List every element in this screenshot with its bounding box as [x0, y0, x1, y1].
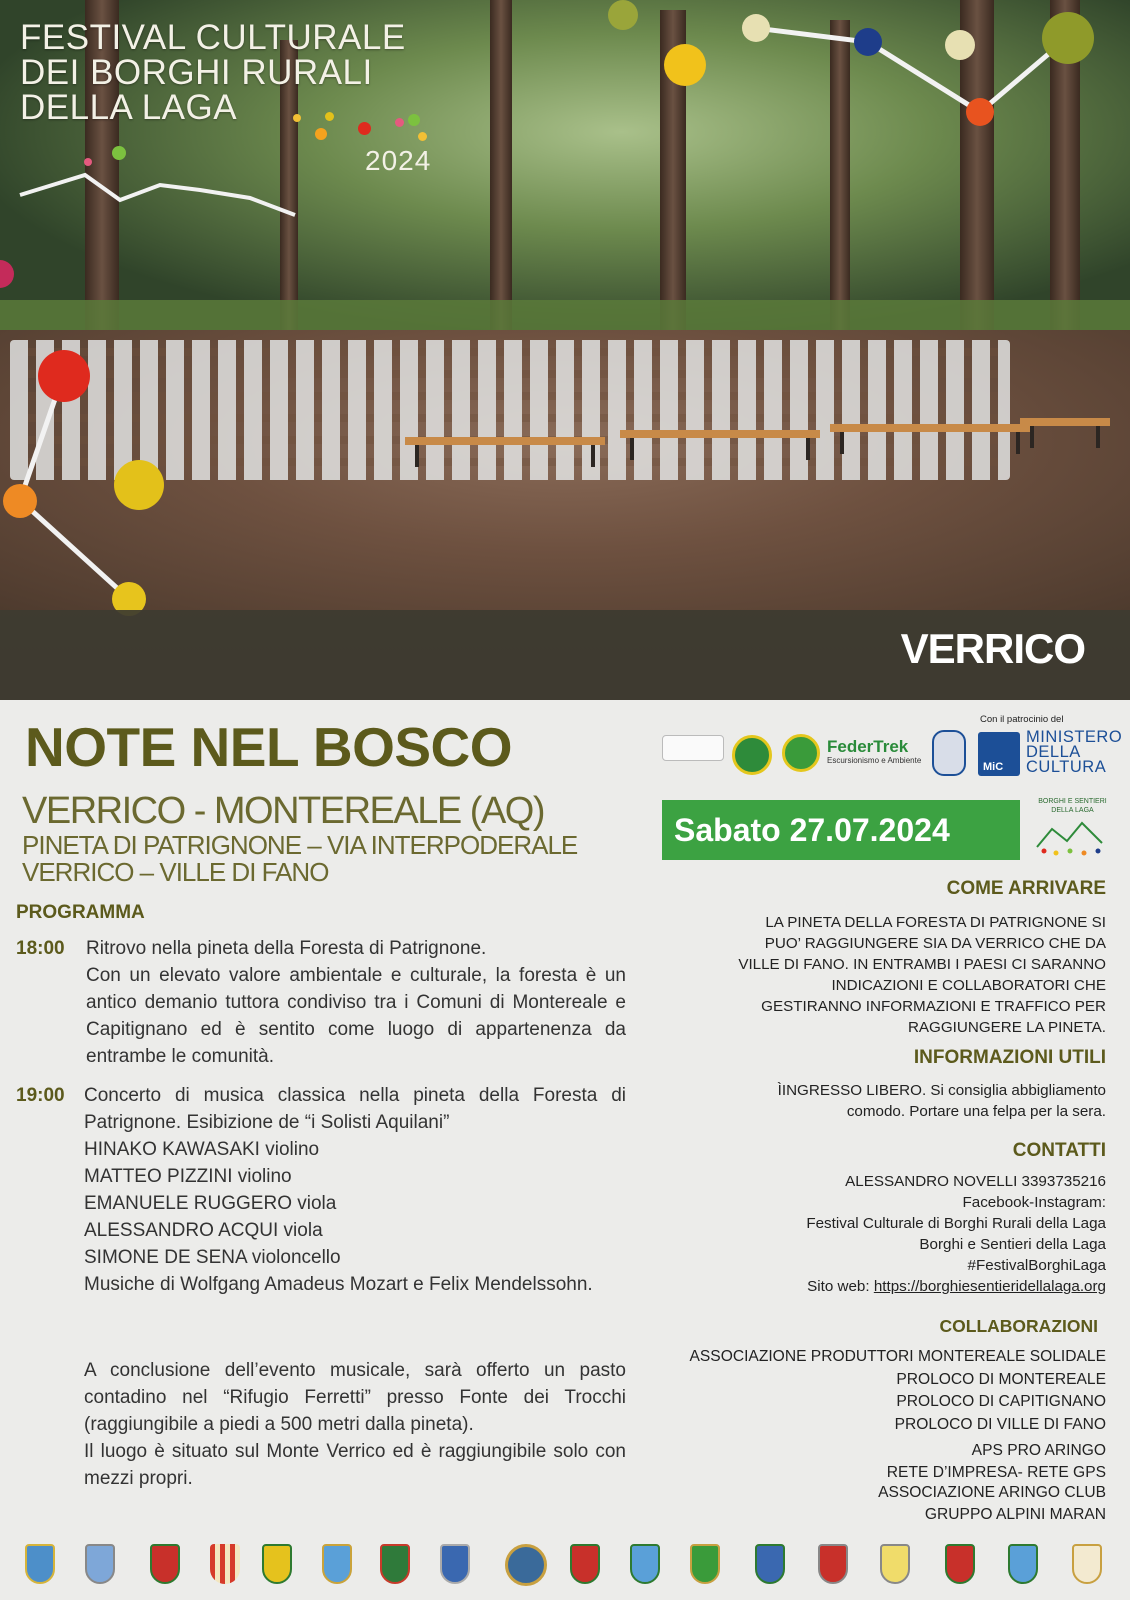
camera-commercio-logo	[662, 735, 724, 761]
programma-text: Con un elevato valore ambientale e culturale, la foresta è un antico demanio tuttora condiviso tra i Comuni di Montereale e Capitignano ed è sentito come luogo di appartenenza da entrambe le comunità.	[86, 965, 626, 1067]
crest-icon	[505, 1544, 547, 1586]
constellation-line	[755, 28, 1065, 112]
performer: EMANUELE RUGGERO viola	[84, 1193, 337, 1214]
programma-time: 19:00	[16, 1085, 65, 1106]
crest-icon	[25, 1544, 55, 1584]
performer: MATTEO PIZZINI violino	[84, 1166, 292, 1187]
informazioni-heading: INFORMAZIONI UTILI	[913, 1047, 1106, 1068]
crest-icon	[570, 1544, 600, 1584]
patrocinio-label: Con il patrocinio del	[980, 714, 1064, 725]
crest-icon	[322, 1544, 352, 1584]
come-arrivare-text: LA PINETA DELLA FORESTA DI PATRIGNONE SI PUO’ RAGGIUNGERE SIA DA VERRICO CHE DA VILLE DI FANO. IN ENTRAMBI I PAESI CI SARANNO INDICAZIONI E COLLABORATORI CHE GESTIRANNO INFORMAZIONI E TRAFFICO PER RAGGIUNGERE LA PINETA.	[738, 914, 1106, 1036]
collaborator: GRUPPO ALPINI MARAN	[924, 1505, 1106, 1523]
emblem-logo	[932, 730, 966, 776]
performer: SIMONE DE SENA violoncello	[84, 1247, 341, 1268]
performer: HINAKO KAWASAKI violino	[84, 1139, 320, 1160]
mic-emblem-icon: MiC	[978, 732, 1020, 776]
collaborazioni-heading: COLLABORAZIONI	[939, 1316, 1098, 1336]
collaborator: ASSOCIAZIONE ARINGO CLUB	[878, 1483, 1106, 1501]
programma-text: Concerto di musica classica nella pineta della Foresta di Patrignone. Esibizione de “i Solisti Aquilani”	[84, 1085, 626, 1133]
decorative-dot	[742, 14, 770, 42]
performer: ALESSANDRO ACQUI viola	[84, 1220, 323, 1241]
decorative-dot	[408, 114, 420, 126]
crest-icon	[380, 1544, 410, 1584]
decorative-dot	[664, 44, 706, 86]
closing-notes	[16, 1357, 626, 1492]
collaborator: APS PRO ARINGO	[971, 1442, 1106, 1459]
collaborator: PROLOCO DI CAPITIGNANO	[896, 1393, 1106, 1410]
decorative-dot	[84, 158, 92, 166]
programma-text: Ritrovo nella pineta della Foresta di Patrignone.	[86, 938, 487, 959]
decorative-dot	[854, 28, 882, 56]
collaborator: ASSOCIAZIONE PRODUTTORI MONTEREALE SOLIDALE	[689, 1348, 1106, 1365]
decorative-dot	[1042, 12, 1094, 64]
crest-icon	[1072, 1544, 1102, 1584]
federtrek-name: FederTrek	[827, 737, 909, 756]
festival-title: FESTIVAL CULTURALE DEI BORGHI RURALI DELLA LAGA	[20, 18, 406, 127]
programma-text: Musiche di Wolfgang Amadeus Mozart e Felix Mendelssohn.	[84, 1274, 593, 1295]
crest-icon	[945, 1544, 975, 1584]
crest-icon	[630, 1544, 660, 1584]
photo-location-label: VERRICO	[900, 625, 1085, 672]
decorative-dot	[966, 98, 994, 126]
ministero-cultura-logo: MiC MINISTERO DELLA CULTURA	[978, 730, 1113, 780]
event-date: Sabato 27.07.2024	[662, 800, 1020, 860]
borghi-sentieri-logo: BORGHI E SENTIERI DELLA LAGA	[1030, 797, 1115, 867]
festival-year: 2024	[365, 145, 432, 176]
programma-item	[16, 935, 626, 1070]
mountain-line-icon	[20, 175, 295, 215]
contatti-heading: CONTATTI	[1012, 1140, 1106, 1161]
decorative-dot	[315, 128, 327, 140]
constellation-line	[20, 376, 128, 598]
collaborator: PROLOCO DI VILLE DI FANO	[894, 1415, 1106, 1433]
collaborator: RETE D’IMPRESA- RETE GPS	[886, 1463, 1106, 1481]
decorative-dot	[418, 132, 427, 141]
federtrek-logo	[782, 734, 820, 772]
crest-icon	[85, 1544, 115, 1584]
municipal-crests	[0, 1540, 1130, 1600]
informazioni-text: ÌINGRESSO LIBERO. Si consiglia abbigliamento comodo. Portare una felpa per la sera.	[777, 1082, 1106, 1120]
decorative-dot	[3, 484, 37, 518]
closing-text: A conclusione dell’evento musicale, sarà offerto un pasto contadino nel “Rifugio Ferretti” presso Fonte dei Trocchi (raggiungibile a piedi a 500 metri dalla pineta).	[84, 1360, 626, 1435]
decorative-dot	[38, 350, 90, 402]
crest-icon	[755, 1544, 785, 1584]
decorative-dot	[945, 30, 975, 60]
event-location: VERRICO - MONTEREALE (AQ)	[22, 790, 544, 832]
contatti-text: ALESSANDRO NOVELLI 3393735216 Facebook-Instagram: Festival Culturale di Borghi Rurali della Laga Borghi e Sentieri della Laga #FestivalBorghiLaga Sito web: https://borghiesentieridellalaga.org	[806, 1173, 1106, 1295]
closing-text: Il luogo è situato sul Monte Verrico ed è raggiungibile solo con mezzi propri.	[84, 1441, 626, 1489]
crest-icon	[262, 1544, 292, 1584]
crest-icon	[880, 1544, 910, 1584]
programma-time: 18:00	[16, 938, 65, 959]
decorative-dot	[608, 0, 638, 30]
crest-icon	[210, 1544, 240, 1584]
website-link[interactable]: https://borghiesentieridellalaga.org	[873, 1278, 1106, 1295]
collaborator: PROLOCO DI MONTEREALE	[896, 1370, 1106, 1388]
crest-icon	[150, 1544, 180, 1584]
collaborazioni-list	[690, 1346, 1107, 1526]
federtrek-subtitle: Escursionismo e Ambiente	[827, 756, 922, 765]
crest-icon	[690, 1544, 720, 1584]
decorative-dot	[114, 460, 164, 510]
event-venue: PINETA DI PATRIGNONE – VIA INTERPODERALE VERRICO – VILLE DI FANO	[22, 830, 578, 887]
crest-icon	[1008, 1544, 1038, 1584]
programma-heading: PROGRAMMA	[16, 902, 145, 923]
come-arrivare-heading: COME ARRIVARE	[946, 878, 1106, 899]
event-title: NOTE NEL BOSCO	[25, 716, 513, 778]
borghi-sentieri-mountain-icon	[1032, 817, 1112, 857]
programma-item	[16, 1082, 626, 1298]
parco-nazionale-logo	[732, 735, 772, 775]
decorative-dot	[112, 146, 126, 160]
header-photo	[0, 0, 1130, 700]
crest-icon	[440, 1544, 470, 1584]
crest-icon	[818, 1544, 848, 1584]
contact-phone: ALESSANDRO NOVELLI 3393735216	[845, 1173, 1106, 1190]
